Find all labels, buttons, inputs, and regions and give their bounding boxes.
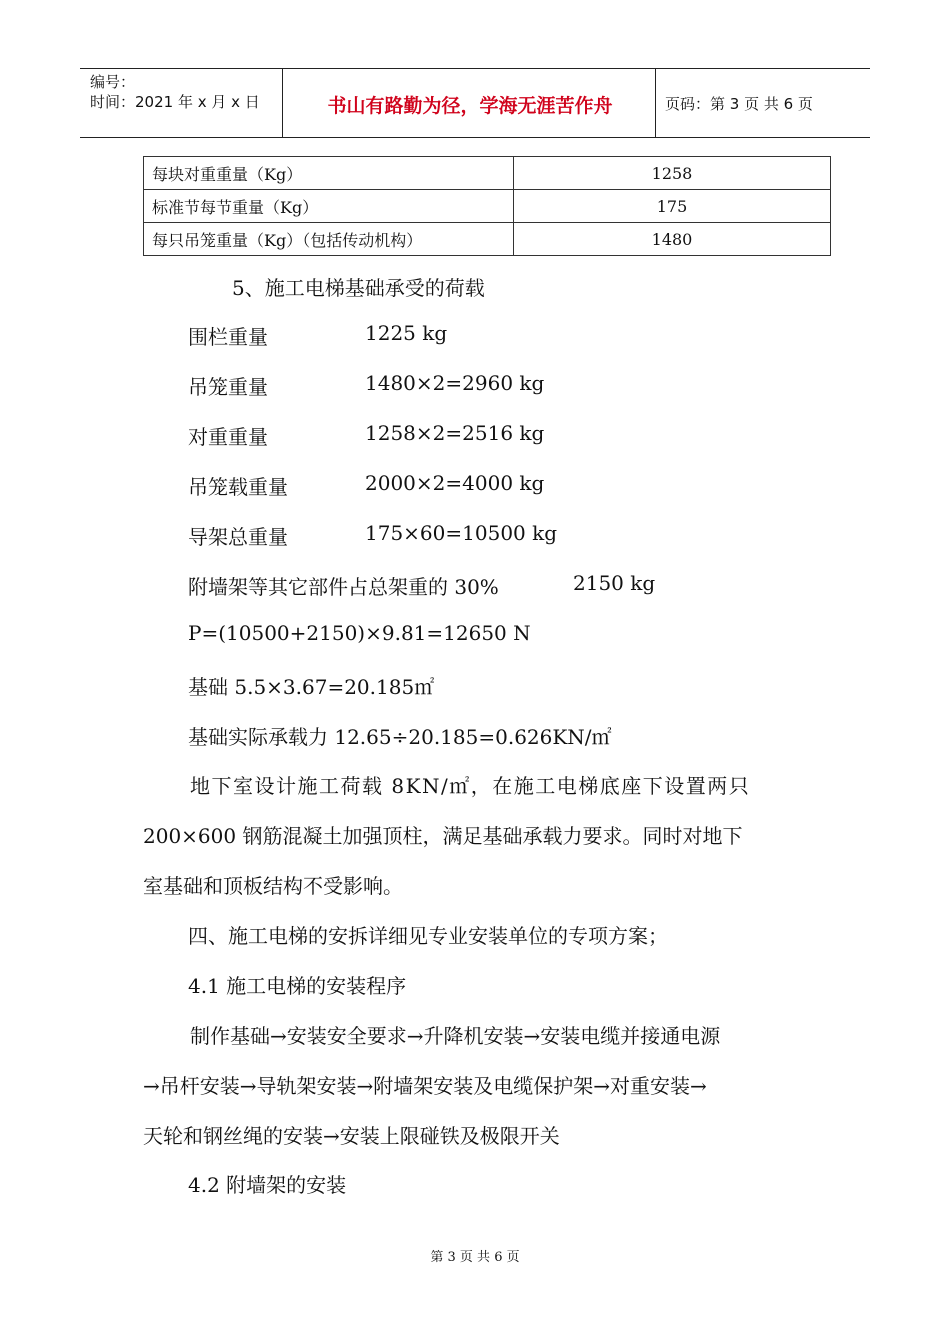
header-left	[90, 72, 260, 112]
load-name: 围栏重量	[188, 325, 268, 349]
header-divider	[282, 69, 283, 137]
table-row	[144, 223, 831, 256]
s41-para-line: 天轮和钢丝绳的安装→安装上限碰铁及极限开关	[143, 1124, 560, 1148]
load-name: 吊笼载重量	[188, 475, 288, 499]
load-value: 175×60=10500 kg	[365, 521, 558, 545]
load-value: 1480×2=2960 kg	[365, 371, 545, 395]
load-name: 对重重量	[188, 425, 268, 449]
table-cell-value: 1258	[514, 157, 831, 190]
s41-para-line: 制作基础→安装安全要求→升降机安装→安装电缆并接通电源	[190, 1024, 721, 1048]
page-header	[80, 68, 870, 138]
header-page-info: 页码：第 3 页 共 6 页	[665, 95, 813, 113]
basement-para-line: 室基础和顶板结构不受影响。	[143, 874, 403, 898]
section-4-2-title: 4.2 附墙架的安装	[188, 1173, 347, 1197]
other-parts-value: 2150 kg	[573, 571, 656, 595]
other-parts-name: 附墙架等其它部件占总架重的 30%	[188, 575, 499, 599]
basement-para-line: 地下室设计施工荷载 8KN/㎡，在施工电梯底座下设置两只	[190, 774, 751, 798]
s41-para-line: →吊杆安装→导轨架安装→附墙架安装及电缆保护架→对重安装→	[143, 1074, 707, 1098]
date-label: 时间：2021 年 x 月 x 日	[90, 93, 260, 111]
page-footer: 第 3 页 共 6 页	[430, 1250, 520, 1265]
table-cell-value: 1480	[514, 223, 831, 256]
load-name: 导架总重量	[188, 525, 288, 549]
header-divider	[655, 69, 656, 137]
number-label: 编号：	[90, 73, 136, 91]
table-cell-label: 每只吊笼重量（Kg）（包括传动机构）	[144, 223, 514, 256]
load-name: 吊笼重量	[188, 375, 268, 399]
foundation-area: 基础 5.5×3.67=20.185㎡	[188, 675, 435, 699]
load-value: 1258×2=2516 kg	[365, 421, 545, 445]
table-row	[144, 190, 831, 223]
section-4-title: 四、施工电梯的安拆详细见专业安装单位的专项方案；	[188, 924, 668, 948]
section-4-1-title: 4.1 施工电梯的安装程序	[188, 974, 407, 998]
formula-p: P=(10500+2150)×9.81=12650 N	[188, 621, 531, 645]
spec-table	[143, 156, 831, 256]
load-value: 2000×2=4000 kg	[365, 471, 545, 495]
basement-para-line: 200×600 钢筋混凝土加强顶柱，满足基础承载力要求。同时对地下	[143, 824, 743, 848]
table-cell-value: 175	[514, 190, 831, 223]
section-5-title: 5、施工电梯基础承受的荷载	[232, 276, 485, 300]
load-value: 1225 kg	[365, 321, 448, 345]
table-cell-label: 每块对重重量（Kg）	[144, 157, 514, 190]
header-motto: 书山有路勤为径，学海无涯苦作舟	[327, 95, 613, 117]
table-cell-label: 标准节每节重量（Kg）	[144, 190, 514, 223]
table-row	[144, 157, 831, 190]
actual-capacity: 基础实际承载力 12.65÷20.185=0.626KN/㎡	[188, 725, 612, 749]
